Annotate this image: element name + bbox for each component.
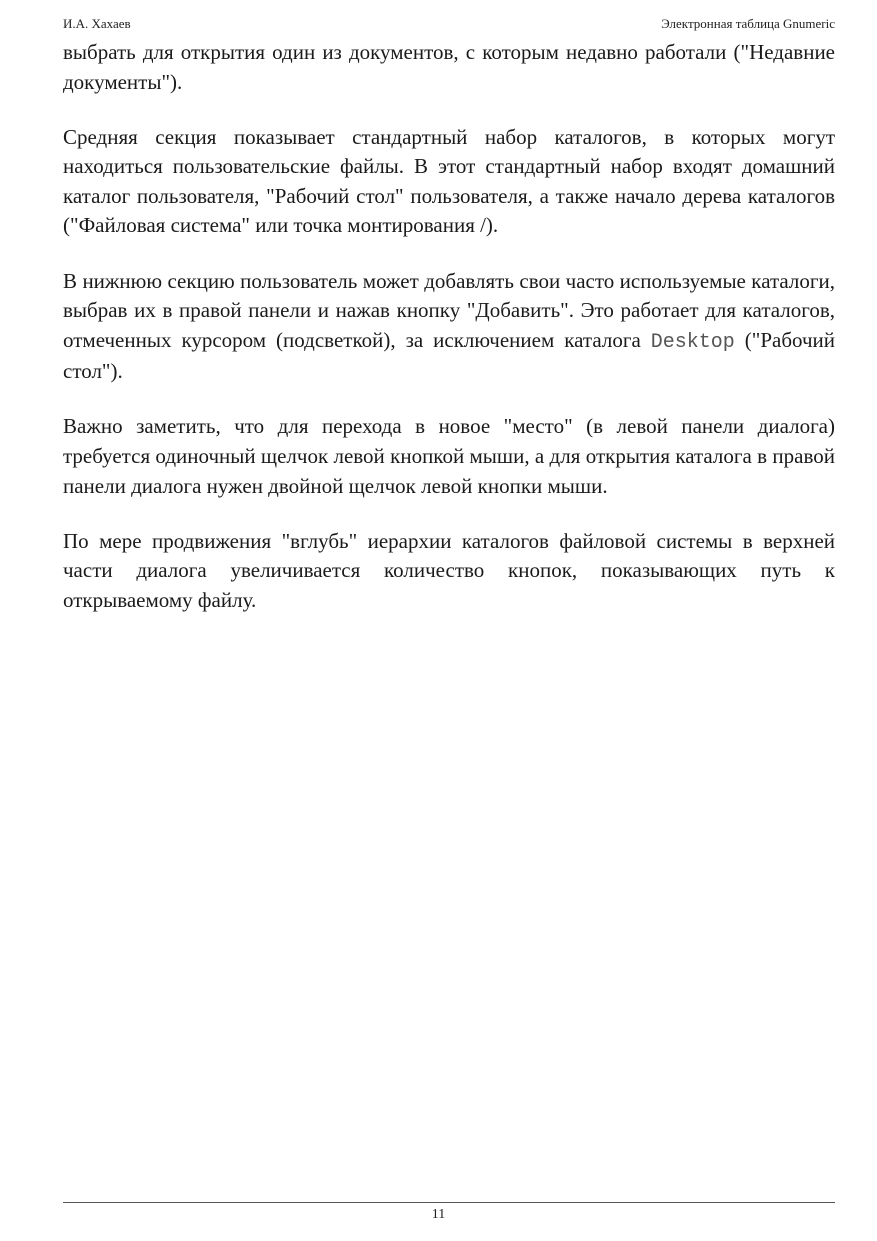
paragraph-user-bookmarks: [63, 267, 835, 387]
document-body: [63, 38, 835, 641]
header-author: И.А. Хахаев: [63, 16, 131, 31]
page-header: [63, 16, 835, 36]
paragraph-recent-documents: выбрать для открытия один из документов, с которым недавно работали ("Недавние документы").: [63, 40, 835, 94]
header-document-title: Электронная таблица Gnumeric: [661, 16, 835, 31]
paragraph-standard-directories: Средняя секция показывает стандартный набор каталогов, в которых могут находиться пользовательские файлы. В этот стандартный набор входят домашний каталог пользователя, "Рабочий стол" пользователя, а также начало дерева каталогов ("Файловая система" или точка монтирования /).: [63, 124, 835, 238]
paragraph-path-buttons: По мере продвижения "вглубь" иерархии каталогов файловой системы в верхней части диалога увеличивается количество кнопок, показывающих путь к открываемому файлу.: [63, 528, 835, 612]
footer-divider: [63, 1202, 835, 1203]
code-desktop: Desktop: [650, 330, 735, 354]
page-number: 11: [431, 1207, 446, 1222]
paragraph-click-behavior: Важно заметить, что для перехода в новое "место" (в левой панели диалога) требуется одиночный щелчок левой кнопкой мыши, а для открытия каталога в правой панели диалога нужен двойной щелчок левой кнопки мыши.: [63, 414, 835, 498]
paragraph-user-bookmarks-text: В нижнюю секцию пользователь может добавлять свои часто используемые каталоги, выбрав их в правой панели и нажав кнопку "Добавить". Это работает для каталогов, отмеченных курсором (подсветкой), за исключением каталога: [63, 268, 835, 352]
paragraph-user-bookmarks-tail: ("Рабочий стол").: [63, 327, 835, 384]
